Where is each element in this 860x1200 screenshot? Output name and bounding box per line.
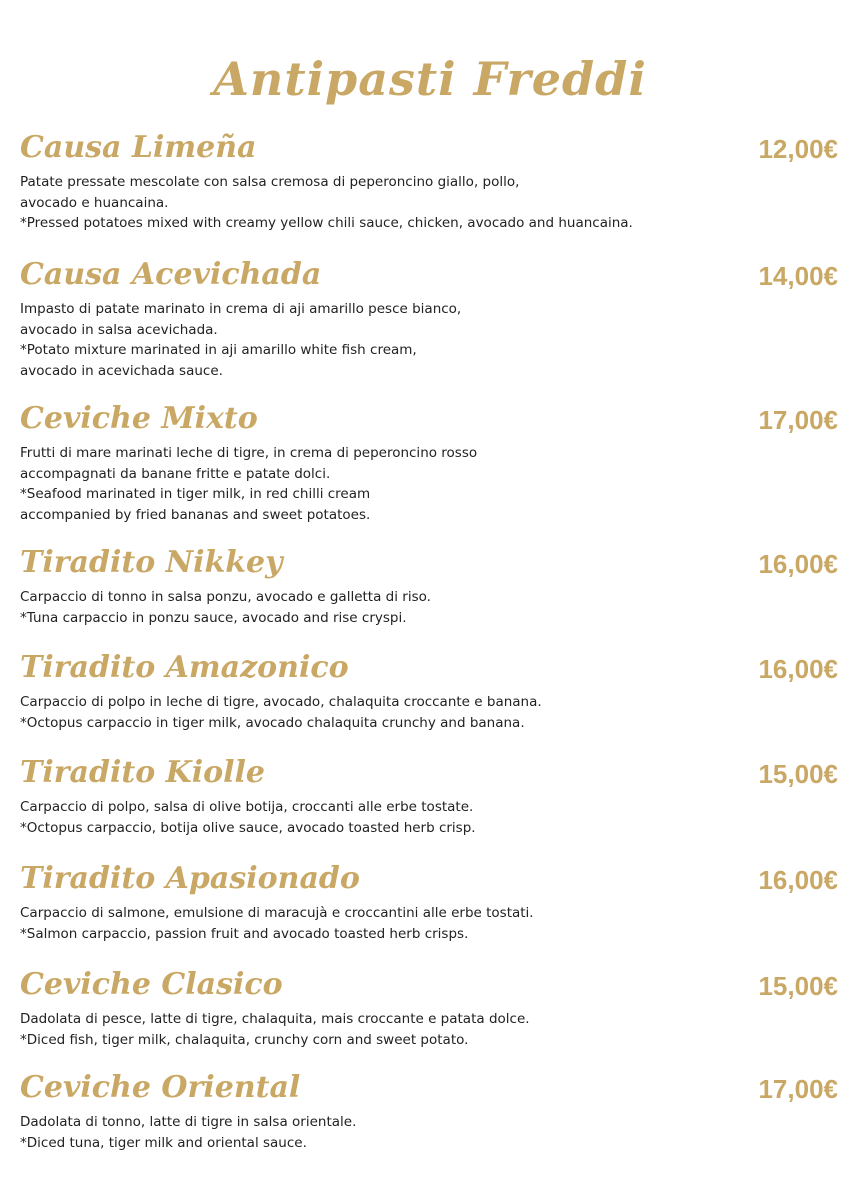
item-name: Tiradito Kiolle [20, 755, 266, 790]
description-line: avocado in acevichada sauce. [20, 362, 223, 379]
item-description [20, 692, 838, 733]
item-description [20, 797, 838, 838]
description-line: *Pressed potatoes mixed with creamy yellow chili sauce, chicken, avocado and huancaina. [20, 215, 633, 231]
menu-item [20, 967, 838, 1070]
description-line: Dadolata di tonno, latte di tigre in salsa orientale. [20, 1114, 357, 1130]
item-name: Tiradito Amazonico [20, 650, 349, 685]
description-line: *Salmon carpaccio, passion fruit and avocado toasted herb crisps. [20, 925, 469, 942]
item-name: Ceviche Mixto [20, 401, 258, 436]
item-description [20, 443, 838, 525]
menu-item [20, 130, 838, 257]
item-price: 16,00€ [758, 549, 838, 579]
item-name: Tiradito Nikkey [20, 545, 283, 580]
description-line: Carpaccio di tonno in salsa ponzu, avocado e galletta di riso. [20, 589, 431, 605]
menu-item [20, 650, 838, 755]
item-price: 16,00€ [758, 654, 838, 684]
description-line: avocado e huancaina. [20, 194, 169, 211]
item-name: Tiradito Apasionado [20, 861, 360, 896]
description-line: avocado in salsa acevichada. [20, 321, 218, 338]
description-line: Dadolata di pesce, latte di tigre, chalaquita, mais croccante e patata dolce. [20, 1011, 530, 1027]
item-price: 15,00€ [758, 759, 838, 789]
item-name: Ceviche Clasico [20, 967, 283, 1002]
item-name: Ceviche Oriental [20, 1070, 301, 1105]
description-line: *Octopus carpaccio in tiger milk, avocado chalaquita crunchy and banana. [20, 714, 525, 731]
item-price: 17,00€ [758, 405, 838, 435]
description-line: Patate pressate mescolate con salsa cremosa di peperoncino giallo, pollo, [20, 174, 520, 190]
item-description [20, 903, 838, 944]
menu-title: Antipasti Freddi [213, 52, 647, 106]
description-line: *Potato mixture marinated in aji amarillo white fish cream, [20, 342, 417, 358]
menu-item [20, 401, 838, 545]
item-name: Causa Acevichada [20, 257, 322, 292]
menu-item [20, 861, 838, 967]
description-line: Carpaccio di polpo in leche di tigre, avocado, chalaquita croccante e banana. [20, 694, 542, 710]
item-price: 16,00€ [758, 865, 838, 895]
description-line: Carpaccio di salmone, emulsione di maracujà e croccantini alle erbe tostati. [20, 905, 534, 921]
description-line: Carpaccio di polpo, salsa di olive botija, croccanti alle erbe tostate. [20, 799, 474, 815]
menu-item [20, 257, 838, 401]
item-description [20, 172, 838, 234]
item-price: 15,00€ [758, 971, 838, 1001]
item-name: Causa Limeña [20, 130, 257, 165]
description-line: Impasto di patate marinato in crema di aji amarillo pesce bianco, [20, 301, 462, 317]
description-line: *Seafood marinated in tiger milk, in red chilli cream [20, 486, 371, 502]
item-price: 12,00€ [758, 134, 838, 164]
description-line: *Diced tuna, tiger milk and oriental sauce. [20, 1134, 307, 1151]
description-line: accompagnati da banane fritte e patate dolci. [20, 465, 331, 482]
menu-item [20, 545, 838, 650]
menu-item [20, 755, 838, 861]
item-price: 14,00€ [758, 261, 838, 291]
description-line: *Tuna carpaccio in ponzu sauce, avocado and rise cryspi. [20, 609, 407, 626]
item-description [20, 1009, 838, 1050]
description-line: accompanied by fried bananas and sweet potatoes. [20, 506, 371, 523]
item-description [20, 1112, 838, 1153]
description-line: Frutti di mare marinati leche di tigre, in crema di peperoncino rosso [20, 445, 478, 461]
description-line: *Octopus carpaccio, botija olive sauce, avocado toasted herb crisp. [20, 819, 476, 836]
menu-items [20, 130, 838, 1160]
item-description [20, 587, 838, 628]
item-price: 17,00€ [758, 1074, 838, 1104]
description-line: *Diced fish, tiger milk, chalaquita, crunchy corn and sweet potato. [20, 1031, 469, 1048]
menu-item [20, 1070, 838, 1160]
item-description [20, 299, 838, 381]
